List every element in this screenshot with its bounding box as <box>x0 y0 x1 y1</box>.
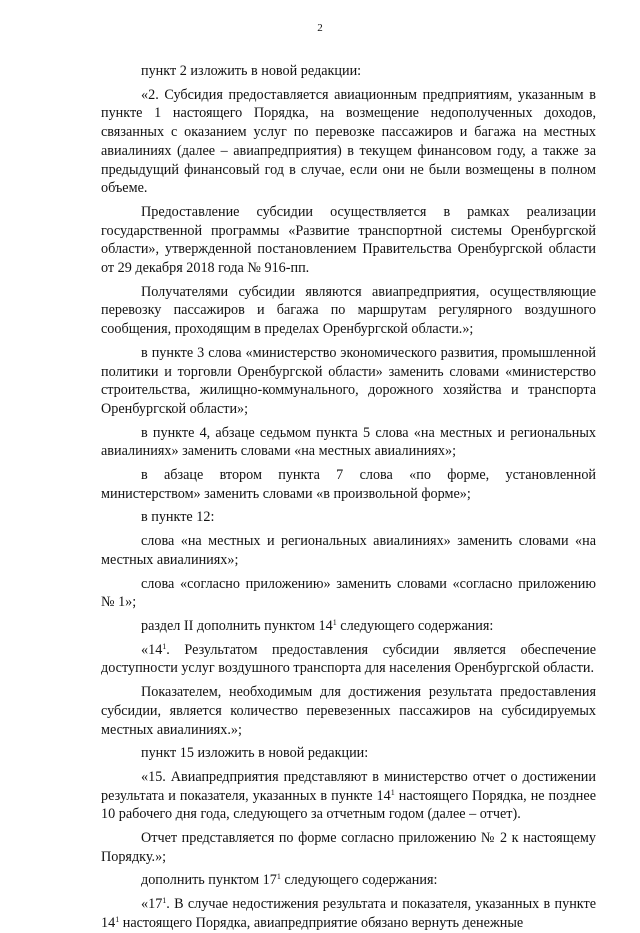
paragraph <box>101 532 596 569</box>
paragraph-text: в пункте 12: <box>141 509 215 526</box>
superscript: 1 <box>276 872 281 882</box>
paragraph <box>101 768 596 824</box>
superscript: 1 <box>162 641 167 651</box>
superscript: 1 <box>162 896 167 906</box>
paragraph <box>101 683 596 739</box>
paragraph <box>101 829 596 866</box>
paragraph-text: в пункте 3 слова «министерство экономического развития, промышленной политики и торговли Оренбургской области» заменить словами «министерство строительства, жилищно-коммунального, дорожного хозяйства и транспорта Оренбургской области»; <box>101 344 596 417</box>
paragraph <box>101 871 596 890</box>
paragraph <box>101 203 596 278</box>
paragraph <box>101 575 596 612</box>
page-number: 2 <box>317 22 323 34</box>
paragraph <box>101 617 596 636</box>
paragraph-text: . Результатом предоставления субсидии является обеспечение доступности услуг воздушного транспорта для населения Оренбургской области. <box>101 641 596 677</box>
paragraph-text: в пункте 4, абзаце седьмом пункта 5 слова «на местных и региональных авиалиниях» заменить словами «на местных авиалиниях»; <box>101 424 596 460</box>
paragraph-text: Отчет представляется по форме согласно приложению № 2 к настоящему Порядку.»; <box>101 830 596 865</box>
paragraph-text: . В случае недостижения результата и показателя, указанных в пункте 14 <box>101 896 596 931</box>
paragraph <box>101 895 596 932</box>
paragraph-text: настоящего Порядка, авиапредприятие обязано вернуть денежные <box>119 914 524 931</box>
paragraph-text: раздел II дополнить пунктом 14 <box>141 617 333 634</box>
paragraph-text: «14 <box>141 641 163 658</box>
paragraph <box>101 62 596 81</box>
paragraph <box>101 641 596 678</box>
paragraph <box>101 283 596 339</box>
paragraph <box>101 86 596 198</box>
paragraph-text: дополнить пунктом 17 <box>141 872 277 889</box>
paragraph-text: следующего содержания: <box>280 872 438 889</box>
paragraph-text: слова «на местных и региональных авиалиниях» заменить словами «на местных авиалиниях»; <box>101 533 596 568</box>
paragraph-text: Показателем, необходимым для достижения результата предоставления субсидии, является количество перевезенных пассажиров на субсидируемых местных авиалиниях.»; <box>101 684 596 738</box>
paragraph-text: слова «согласно приложению» заменить словами «согласно приложению № 1»; <box>101 575 596 611</box>
paragraph <box>101 466 596 503</box>
paragraph-text: Предоставление субсидии осуществляется в рамках реализации государственной программы «Развитие транспортной системы Оренбургской области», утвержденной постановлением Правительства Оренбургской области от 29 декабря 2018 года № 916-пп. <box>101 203 596 277</box>
paragraph-text: пункт 2 изложить в новой редакции: <box>141 63 362 79</box>
paragraph-text: следующего содержания: <box>336 617 494 634</box>
paragraph <box>101 744 596 763</box>
paragraph-text: «15. Авиапредприятия представляют в министерство отчет о достижении результата и показателя, указанных в пункте 14 <box>101 768 596 804</box>
superscript: 1 <box>390 787 395 797</box>
paragraph-text: пункт 15 изложить в новой редакции: <box>141 745 369 762</box>
superscript: 1 <box>332 617 337 627</box>
paragraph <box>101 508 596 527</box>
paragraph-text: «2. Субсидия предоставляется авиационным предприятиям, указанным в пункте 1 настоящего Порядка, на возмещение недополученных доходов, связанных с оказанием услуг по перевозке пассажиров и багажа на местных авиалиниях (далее – авиапредприятия) в текущем финансовом году, а также за предыдущий финансовый год в случае, если они не были возмещены в полном объеме. <box>101 86 596 197</box>
paragraph <box>101 344 596 419</box>
paragraph-text: в абзаце втором пункта 7 слова «по форме, установленной министерством» заменить словами «в произвольной форме»; <box>101 467 596 502</box>
document-body <box>101 62 596 933</box>
superscript: 1 <box>115 914 120 924</box>
paragraph <box>101 424 596 461</box>
paragraph-text: Получателями субсидии являются авиапредприятия, осуществляющие перевозку пассажиров и багажа по маршрутам регулярного воздушного сообщения, проходящим в пределах Оренбургской области.»; <box>101 283 596 338</box>
paragraph-text: «17 <box>141 896 163 913</box>
paragraph-text: настоящего Порядка, не позднее 10 рабочего дня года, следующего за отчетным годом (далее – отчет). <box>101 787 596 823</box>
